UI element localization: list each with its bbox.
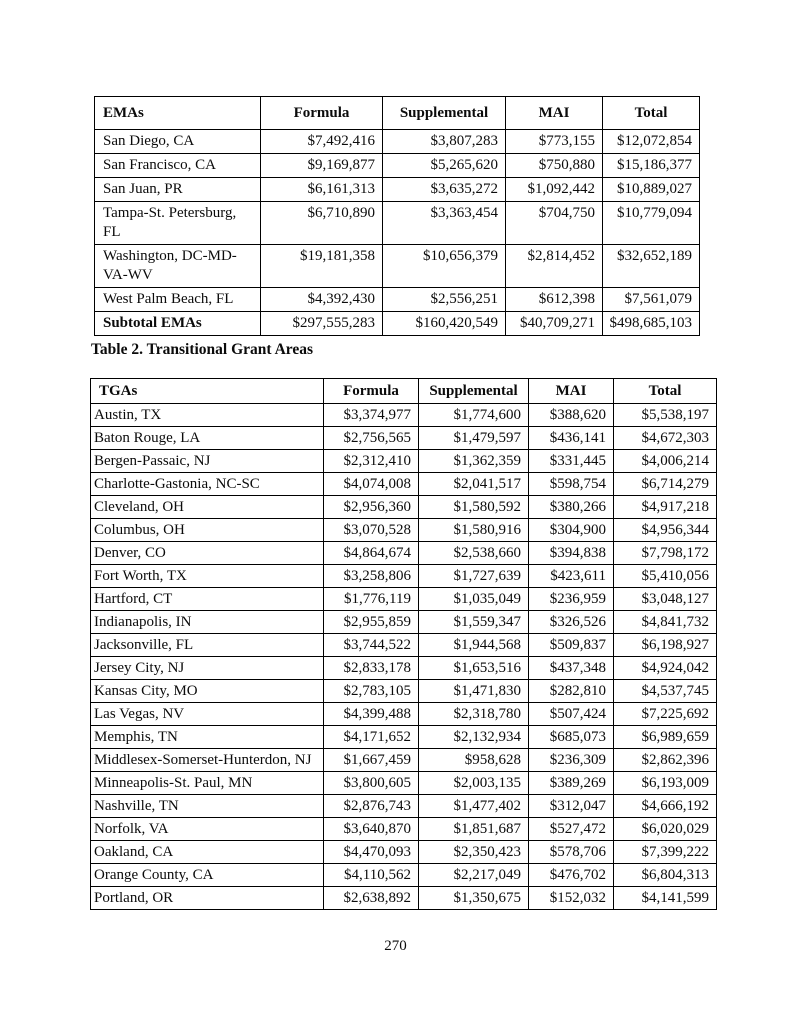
table-row xyxy=(91,565,717,588)
amount-cell: $10,889,027 xyxy=(603,178,700,202)
amount-cell: $152,032 xyxy=(529,887,614,910)
table-row xyxy=(91,657,717,680)
amount-cell: $236,309 xyxy=(529,749,614,772)
amount-cell: $3,800,605 xyxy=(324,772,419,795)
column-header-mai: MAI xyxy=(506,97,603,130)
amount-cell: $5,410,056 xyxy=(614,565,717,588)
amount-cell: $312,047 xyxy=(529,795,614,818)
amount-cell: $2,041,517 xyxy=(419,473,529,496)
column-header-mai: MAI xyxy=(529,379,614,404)
amount-cell: $19,181,358 xyxy=(261,245,383,288)
amount-cell: $1,035,049 xyxy=(419,588,529,611)
amount-cell: $380,266 xyxy=(529,496,614,519)
amount-cell: $423,611 xyxy=(529,565,614,588)
emas-table-header xyxy=(95,97,700,130)
column-header-formula: Formula xyxy=(324,379,419,404)
page-number: 270 xyxy=(384,938,407,954)
amount-cell: $773,155 xyxy=(506,130,603,154)
column-header-tgas: TGAs xyxy=(91,379,324,404)
emas-table xyxy=(94,96,700,336)
amount-cell: $2,956,360 xyxy=(324,496,419,519)
area-name-cell: Kansas City, MO xyxy=(91,680,324,703)
amount-cell: $7,492,416 xyxy=(261,130,383,154)
amount-cell: $282,810 xyxy=(529,680,614,703)
table-row xyxy=(95,245,700,288)
amount-cell: $437,348 xyxy=(529,657,614,680)
amount-cell: $160,420,549 xyxy=(383,312,506,336)
amount-cell: $6,804,313 xyxy=(614,864,717,887)
area-name-cell: Las Vegas, NV xyxy=(91,703,324,726)
amount-cell: $3,635,272 xyxy=(383,178,506,202)
amount-cell: $476,702 xyxy=(529,864,614,887)
table-row xyxy=(95,130,700,154)
amount-cell: $1,471,830 xyxy=(419,680,529,703)
amount-cell: $2,783,105 xyxy=(324,680,419,703)
amount-cell: $2,350,423 xyxy=(419,841,529,864)
table-row xyxy=(91,496,717,519)
amount-cell: $10,779,094 xyxy=(603,202,700,245)
column-header-total: Total xyxy=(603,97,700,130)
amount-cell: $297,555,283 xyxy=(261,312,383,336)
header-row xyxy=(91,379,717,404)
amount-cell: $2,814,452 xyxy=(506,245,603,288)
amount-cell: $2,955,859 xyxy=(324,611,419,634)
amount-cell: $15,186,377 xyxy=(603,154,700,178)
area-name-cell: Portland, OR xyxy=(91,887,324,910)
amount-cell: $1,944,568 xyxy=(419,634,529,657)
amount-cell: $388,620 xyxy=(529,404,614,427)
amount-cell: $6,161,313 xyxy=(261,178,383,202)
amount-cell: $5,538,197 xyxy=(614,404,717,427)
amount-cell: $1,580,916 xyxy=(419,519,529,542)
table-row xyxy=(91,818,717,841)
area-name-cell: Jacksonville, FL xyxy=(91,634,324,657)
column-header-supplemental: Supplemental xyxy=(419,379,529,404)
table-row xyxy=(95,154,700,178)
amount-cell: $6,020,029 xyxy=(614,818,717,841)
area-name-cell: Charlotte-Gastonia, NC-SC xyxy=(91,473,324,496)
amount-cell: $509,837 xyxy=(529,634,614,657)
header-row xyxy=(95,97,700,130)
column-header-total: Total xyxy=(614,379,717,404)
table-row xyxy=(91,795,717,818)
amount-cell: $2,876,743 xyxy=(324,795,419,818)
amount-cell: $507,424 xyxy=(529,703,614,726)
amount-cell: $331,445 xyxy=(529,450,614,473)
area-name-cell: Minneapolis-St. Paul, MN xyxy=(91,772,324,795)
table-row xyxy=(91,749,717,772)
amount-cell: $394,838 xyxy=(529,542,614,565)
amount-cell: $578,706 xyxy=(529,841,614,864)
amount-cell: $1,653,516 xyxy=(419,657,529,680)
amount-cell: $4,864,674 xyxy=(324,542,419,565)
area-name-cell: San Diego, CA xyxy=(95,130,261,154)
amount-cell: $685,073 xyxy=(529,726,614,749)
amount-cell: $4,672,303 xyxy=(614,427,717,450)
amount-cell: $3,744,522 xyxy=(324,634,419,657)
amount-cell: $2,556,251 xyxy=(383,288,506,312)
amount-cell: $4,537,745 xyxy=(614,680,717,703)
amount-cell: $1,774,600 xyxy=(419,404,529,427)
amount-cell: $4,841,732 xyxy=(614,611,717,634)
table-row xyxy=(91,680,717,703)
amount-cell: $3,807,283 xyxy=(383,130,506,154)
amount-cell: $10,656,379 xyxy=(383,245,506,288)
area-name-cell: Nashville, TN xyxy=(91,795,324,818)
amount-cell: $1,667,459 xyxy=(324,749,419,772)
area-name-cell: Middlesex-Somerset-Hunterdon, NJ xyxy=(91,749,324,772)
area-name-cell: Columbus, OH xyxy=(91,519,324,542)
amount-cell: $527,472 xyxy=(529,818,614,841)
amount-cell: $1,479,597 xyxy=(419,427,529,450)
area-name-cell: Denver, CO xyxy=(91,542,324,565)
table2-caption: Table 2. Transitional Grant Areas xyxy=(91,341,314,358)
amount-cell: $4,917,218 xyxy=(614,496,717,519)
amount-cell: $4,141,599 xyxy=(614,887,717,910)
amount-cell: $12,072,854 xyxy=(603,130,700,154)
amount-cell: $1,559,347 xyxy=(419,611,529,634)
amount-cell: $2,318,780 xyxy=(419,703,529,726)
table-row xyxy=(95,312,700,336)
amount-cell: $7,798,172 xyxy=(614,542,717,565)
table-row xyxy=(91,542,717,565)
area-name-cell: Jersey City, NJ xyxy=(91,657,324,680)
table-row xyxy=(91,611,717,634)
table-row xyxy=(91,404,717,427)
amount-cell: $3,363,454 xyxy=(383,202,506,245)
amount-cell: $1,727,639 xyxy=(419,565,529,588)
amount-cell: $3,640,870 xyxy=(324,818,419,841)
amount-cell: $5,265,620 xyxy=(383,154,506,178)
area-name-cell: San Juan, PR xyxy=(95,178,261,202)
amount-cell: $4,392,430 xyxy=(261,288,383,312)
amount-cell: $2,833,178 xyxy=(324,657,419,680)
table-row xyxy=(91,772,717,795)
area-name-cell: Hartford, CT xyxy=(91,588,324,611)
amount-cell: $2,638,892 xyxy=(324,887,419,910)
table-row xyxy=(91,726,717,749)
amount-cell: $389,269 xyxy=(529,772,614,795)
amount-cell: $7,225,692 xyxy=(614,703,717,726)
amount-cell: $326,526 xyxy=(529,611,614,634)
amount-cell: $498,685,103 xyxy=(603,312,700,336)
amount-cell: $2,862,396 xyxy=(614,749,717,772)
amount-cell: $1,477,402 xyxy=(419,795,529,818)
tgas-table-body xyxy=(91,404,717,910)
amount-cell: $704,750 xyxy=(506,202,603,245)
area-name-cell: Washington, DC-MD-VA-WV xyxy=(95,245,261,288)
amount-cell: $6,710,890 xyxy=(261,202,383,245)
amount-cell: $3,048,127 xyxy=(614,588,717,611)
amount-cell: $2,132,934 xyxy=(419,726,529,749)
table-row xyxy=(95,202,700,245)
amount-cell: $4,110,562 xyxy=(324,864,419,887)
amount-cell: $1,776,119 xyxy=(324,588,419,611)
table-row xyxy=(91,887,717,910)
amount-cell: $4,470,093 xyxy=(324,841,419,864)
table-row xyxy=(91,841,717,864)
amount-cell: $4,666,192 xyxy=(614,795,717,818)
area-name-cell: Tampa-St. Petersburg, FL xyxy=(95,202,261,245)
amount-cell: $1,362,359 xyxy=(419,450,529,473)
area-name-cell: Cleveland, OH xyxy=(91,496,324,519)
area-name-cell: Bergen-Passaic, NJ xyxy=(91,450,324,473)
area-name-cell: Orange County, CA xyxy=(91,864,324,887)
amount-cell: $6,989,659 xyxy=(614,726,717,749)
amount-cell: $4,924,042 xyxy=(614,657,717,680)
table-row xyxy=(95,178,700,202)
amount-cell: $2,756,565 xyxy=(324,427,419,450)
area-name-cell: Memphis, TN xyxy=(91,726,324,749)
table-row xyxy=(91,473,717,496)
amount-cell: $1,580,592 xyxy=(419,496,529,519)
amount-cell: $236,959 xyxy=(529,588,614,611)
amount-cell: $1,350,675 xyxy=(419,887,529,910)
amount-cell: $612,398 xyxy=(506,288,603,312)
table-row xyxy=(91,703,717,726)
table-row xyxy=(91,588,717,611)
amount-cell: $3,258,806 xyxy=(324,565,419,588)
area-name-cell: Indianapolis, IN xyxy=(91,611,324,634)
area-name-cell: Oakland, CA xyxy=(91,841,324,864)
amount-cell: $4,171,652 xyxy=(324,726,419,749)
amount-cell: $6,714,279 xyxy=(614,473,717,496)
table-row xyxy=(91,427,717,450)
amount-cell: $3,070,528 xyxy=(324,519,419,542)
amount-cell: $1,092,442 xyxy=(506,178,603,202)
amount-cell: $7,399,222 xyxy=(614,841,717,864)
area-name-cell: Austin, TX xyxy=(91,404,324,427)
area-name-cell: San Francisco, CA xyxy=(95,154,261,178)
amount-cell: $304,900 xyxy=(529,519,614,542)
column-header-emas: EMAs xyxy=(95,97,261,130)
amount-cell: $40,709,271 xyxy=(506,312,603,336)
amount-cell: $6,198,927 xyxy=(614,634,717,657)
amount-cell: $1,851,687 xyxy=(419,818,529,841)
amount-cell: $598,754 xyxy=(529,473,614,496)
emas-table-body xyxy=(95,130,700,336)
area-name-cell: West Palm Beach, FL xyxy=(95,288,261,312)
table-row xyxy=(91,864,717,887)
area-name-cell: Subtotal EMAs xyxy=(95,312,261,336)
area-name-cell: Norfolk, VA xyxy=(91,818,324,841)
table-row xyxy=(91,519,717,542)
area-name-cell: Fort Worth, TX xyxy=(91,565,324,588)
column-header-formula: Formula xyxy=(261,97,383,130)
amount-cell: $2,217,049 xyxy=(419,864,529,887)
amount-cell: $6,193,009 xyxy=(614,772,717,795)
column-header-supplemental: Supplemental xyxy=(383,97,506,130)
amount-cell: $2,003,135 xyxy=(419,772,529,795)
amount-cell: $4,006,214 xyxy=(614,450,717,473)
amount-cell: $4,956,344 xyxy=(614,519,717,542)
tgas-table xyxy=(90,378,717,910)
tgas-table-header xyxy=(91,379,717,404)
amount-cell: $7,561,079 xyxy=(603,288,700,312)
table-row xyxy=(91,450,717,473)
amount-cell: $2,538,660 xyxy=(419,542,529,565)
amount-cell: $958,628 xyxy=(419,749,529,772)
area-name-cell: Baton Rouge, LA xyxy=(91,427,324,450)
amount-cell: $2,312,410 xyxy=(324,450,419,473)
amount-cell: $4,399,488 xyxy=(324,703,419,726)
amount-cell: $4,074,008 xyxy=(324,473,419,496)
amount-cell: $32,652,189 xyxy=(603,245,700,288)
amount-cell: $750,880 xyxy=(506,154,603,178)
amount-cell: $436,141 xyxy=(529,427,614,450)
amount-cell: $3,374,977 xyxy=(324,404,419,427)
table-row xyxy=(95,288,700,312)
table-row xyxy=(91,634,717,657)
amount-cell: $9,169,877 xyxy=(261,154,383,178)
